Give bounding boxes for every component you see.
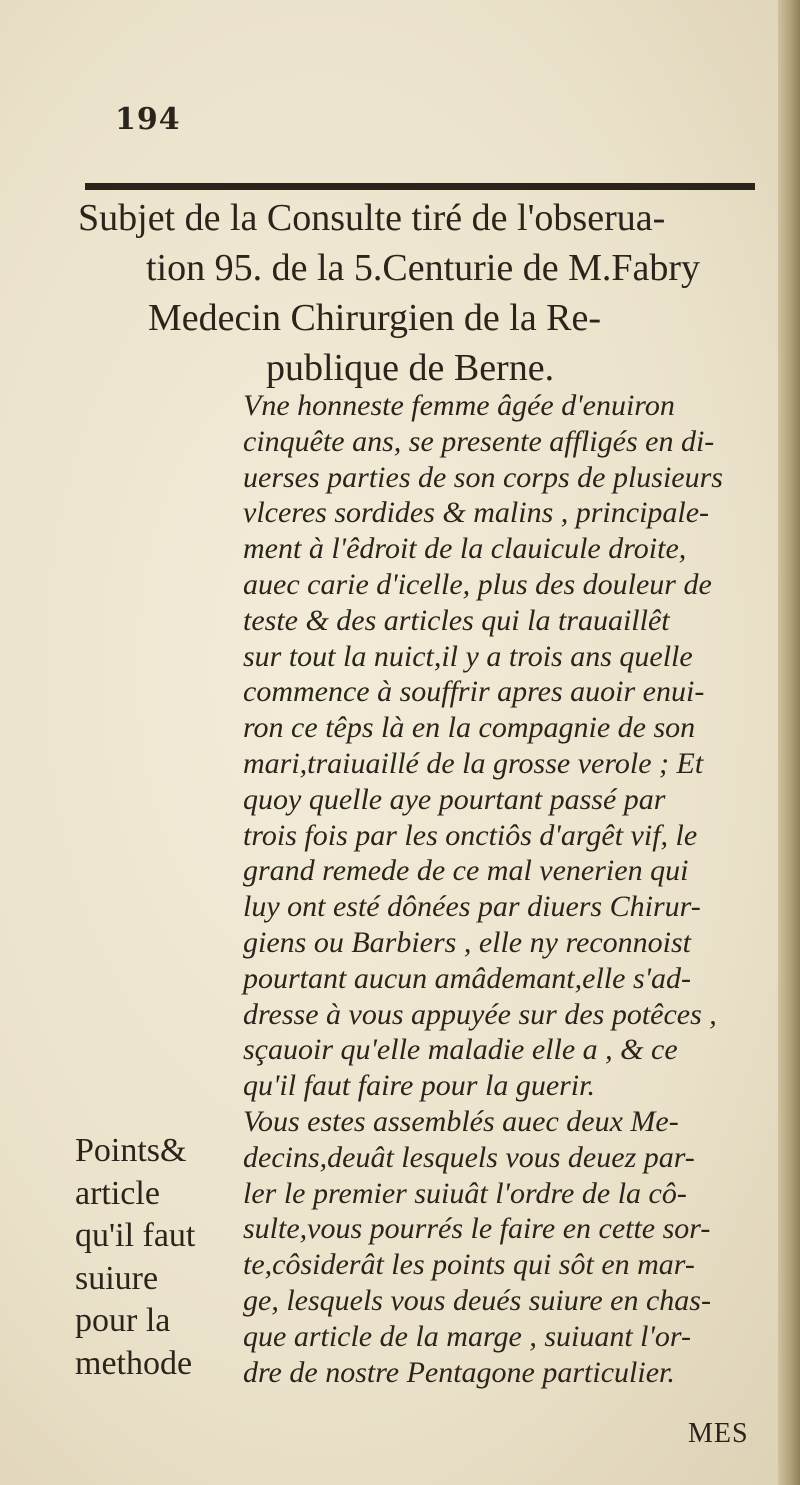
- text-line: teste & des articles qui la trauaillêt: [243, 603, 670, 637]
- text-line: te,côsiderât les points qui sôt en mar-: [243, 1248, 695, 1282]
- margin-line: Points&: [75, 1132, 187, 1169]
- text-line: ment à l'êdroit de la clauicule droite,: [243, 532, 687, 566]
- text-line: dresse à vous appuyée sur des potêces ,: [243, 997, 717, 1031]
- catchword: MES: [688, 1418, 749, 1449]
- text-line: cinquête ans, se presente affligés en di-: [243, 424, 715, 458]
- text-line: mari,traiuaillé de la grosse verole ; Et: [243, 746, 704, 780]
- heading-line: tion 95. de la 5.Centurie de M.Fabry: [146, 247, 701, 289]
- text-line: ron ce têps là en la compagnie de son: [243, 711, 696, 745]
- margin-line: qu'il faut: [75, 1217, 196, 1254]
- text-line: commence à souffrir apres auoir enui-: [243, 675, 705, 709]
- text-line: trois fois par les onctiôs d'argêt vif, le: [243, 818, 698, 852]
- heading-line: Medecin Chirurgien de la Re-: [148, 297, 602, 339]
- text-line: sçauoir qu'elle maladie elle a , & ce: [243, 1033, 678, 1067]
- text-line: sulte,vous pourrés le faire en cette sor-: [243, 1212, 711, 1246]
- text-line: dre de nostre Pentagone particulier.: [243, 1355, 675, 1389]
- text-line: que article de la marge , suiuant l'or-: [243, 1319, 691, 1353]
- header-rule: [85, 183, 755, 190]
- text-line: auec carie d'icelle, plus des douleur de: [243, 567, 712, 601]
- text-line: giens ou Barbiers , elle ny reconnoist: [243, 925, 691, 959]
- text-line: uerses parties de son corps de plusieurs: [243, 460, 723, 494]
- page-number: 194: [115, 102, 181, 137]
- text-line: vlceres sordides & malins , principale-: [243, 496, 710, 530]
- body-text: [243, 388, 768, 1390]
- margin-note: [75, 1130, 195, 1385]
- heading-line: publique de Berne.: [266, 347, 555, 389]
- section-heading: [78, 193, 758, 393]
- paragraph-1: [243, 388, 768, 1104]
- text-line: qu'il faut faire pour la guerir.: [243, 1069, 595, 1103]
- text-line: grand remede de ce mal venerien qui: [243, 854, 689, 888]
- text-line: ler le premier suiuât l'ordre de la cô-: [243, 1176, 687, 1210]
- text-line: decins,deuât lesquels vous deuez par-: [243, 1140, 695, 1174]
- margin-line: article: [75, 1174, 160, 1212]
- page-edge: [778, 0, 800, 1485]
- margin-line: pour la: [75, 1302, 171, 1339]
- text-line: sur tout la nuict,il y a trois ans quelle: [243, 639, 693, 673]
- text-line: ge, lesquels vous deués suiure en chas-: [243, 1283, 711, 1317]
- margin-line: suiure: [75, 1259, 159, 1297]
- paragraph-2: [243, 1104, 768, 1390]
- text-line: quoy quelle aye pourtant passé par: [243, 782, 666, 816]
- text-line: Vne honneste femme âgée d'enuiron: [243, 389, 675, 422]
- text-line: pourtant aucun amâdemant,elle s'ad-: [243, 961, 692, 995]
- text-line: luy ont esté dônées par diuers Chirur-: [243, 890, 701, 924]
- heading-line: Subjet de la Consulte tiré de l'obserua-: [78, 197, 666, 239]
- text-line: Vous estes assemblés auec deux Me-: [243, 1104, 679, 1138]
- margin-line: methode: [75, 1344, 193, 1382]
